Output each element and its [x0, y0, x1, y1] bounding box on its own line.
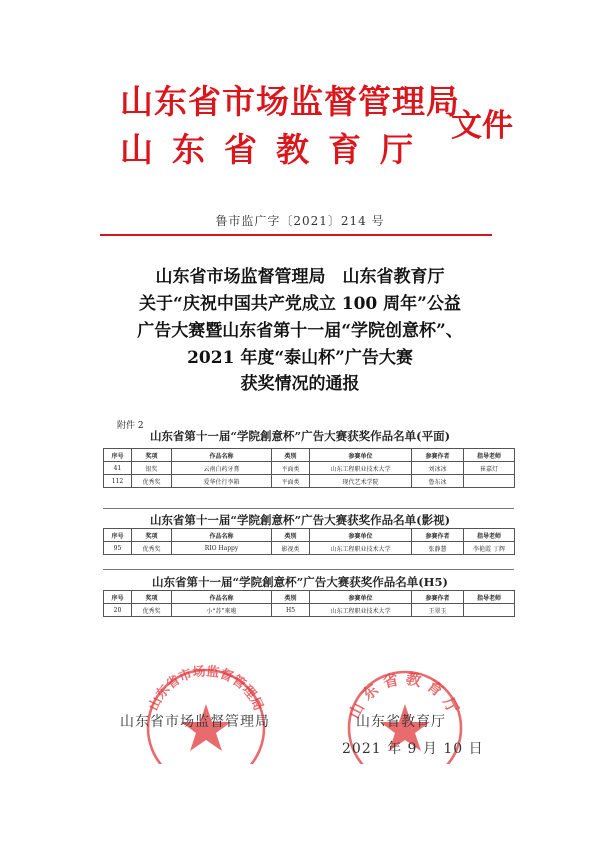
table-cell: 崔嘉灯 [464, 462, 515, 475]
issue-date: 2021 年 9 月 10 日 [342, 741, 484, 757]
header-cell: 参赛单位 [310, 449, 412, 462]
table-title-print: 山东省第十一届“学院創意杯”广告大赛获奖作品名单(平面) [149, 429, 451, 443]
table-cell [464, 604, 515, 617]
header-cell: 参赛作者 [412, 529, 464, 542]
table-cell: 山东工程职业技术大学 [310, 462, 412, 475]
table-cell: 张静慧 [412, 542, 464, 555]
award-table-h5 [103, 590, 515, 617]
table-cell [464, 475, 515, 488]
header-cell: 奖项 [132, 591, 172, 604]
document-number: 鲁市监广字〔2021〕214 号 [215, 214, 385, 228]
header-cell: 类别 [272, 449, 310, 462]
table-cell: RIO Happy [172, 542, 272, 555]
table-cell: 优秀奖 [132, 542, 172, 555]
header-cell: 指导老师 [464, 591, 515, 604]
annex-label: 附件 2 [117, 421, 144, 431]
table-cell: 优秀奖 [132, 604, 172, 617]
table-header-row [104, 591, 515, 604]
table-cell: 云南白药牙膏 [172, 462, 272, 475]
header-cell: 参赛单位 [310, 591, 412, 604]
table-cell: H5 [272, 604, 310, 617]
table-row [104, 542, 515, 555]
table-cell: 优秀奖 [132, 475, 172, 488]
table-cell: 平面类 [272, 462, 310, 475]
header-cell: 类别 [272, 591, 310, 604]
table-header-row [104, 529, 515, 542]
table-cell: 小“苏”來啦 [172, 604, 272, 617]
table-cell: 112 [104, 475, 132, 488]
table-cell: 山东工程职业技术大学 [310, 604, 412, 617]
seal-market-supervision [128, 652, 284, 764]
table-cell: 山东工程职业技术大学 [310, 542, 412, 555]
table-cell: 王翠玉 [412, 604, 464, 617]
section-divider [103, 508, 514, 509]
document-type-label: 文件 [451, 108, 513, 144]
table-row [104, 475, 515, 488]
title-line-2: 关于“庆祝中国共产党成立 100 周年”公益 [139, 294, 461, 314]
header-cell: 序号 [104, 529, 132, 542]
table-cell: 爱华仕行李箱 [172, 475, 272, 488]
table-cell: 刘冰冰 [412, 462, 464, 475]
title-line-4: 2021 年度“泰山杯”广告大赛 [187, 348, 413, 368]
table-cell: 95 [104, 542, 132, 555]
seal-text: 山东省教育厅 [345, 669, 465, 722]
header-cell: 奖项 [132, 449, 172, 462]
table-row [104, 604, 515, 617]
section-divider [103, 569, 514, 570]
title-line-3: 广告大赛暨山东省第十一届“学院创意杯”、 [137, 321, 463, 341]
header-divider [100, 234, 492, 236]
table-header-row [104, 449, 515, 462]
header-cell: 作品名称 [172, 449, 272, 462]
table-cell: 20 [104, 604, 132, 617]
signature-org-1: 山东省市场监督管理局 [120, 714, 270, 730]
issuer-line-2: 山东省教育厅 [120, 130, 432, 169]
header-cell: 指导老师 [464, 449, 515, 462]
table-cell: 41 [104, 462, 132, 475]
award-table-print [103, 448, 515, 488]
table-cell: 现代艺术学院 [310, 475, 412, 488]
table-row [104, 462, 515, 475]
signature-org-2: 山东省教育厅 [356, 714, 446, 730]
header-cell: 作品名称 [172, 591, 272, 604]
issuer-line-1: 山东省市场监督管理局 [120, 82, 460, 121]
header-cell: 类别 [272, 529, 310, 542]
table-cell: 鲁东冰 [412, 475, 464, 488]
title-line-1: 山东省市场监督管理局 山东省教育厅 [155, 267, 445, 287]
header-cell: 奖项 [132, 529, 172, 542]
header-cell: 序号 [104, 449, 132, 462]
header-cell: 参赛作者 [412, 449, 464, 462]
table-cell: 银奖 [132, 462, 172, 475]
header-cell: 参赛单位 [310, 529, 412, 542]
title-line-5: 获奖情况的通报 [240, 374, 360, 394]
table-cell: 李艳霞 丁辉 [464, 542, 515, 555]
table-cell: 影视类 [272, 542, 310, 555]
header-cell: 参赛作者 [412, 591, 464, 604]
seal-text: 山东省市场监督管理局 [146, 664, 266, 714]
table-cell: 平面类 [272, 475, 310, 488]
table-title-video: 山东省第十一届“学院創意杯”广告大赛获奖作品名单(影视) [149, 513, 451, 527]
table-title-h5: 山东省第十一届“学院創意杯”广告大赛获奖作品名单(H5) [152, 575, 448, 589]
header-cell: 指导老师 [464, 529, 515, 542]
award-table-video [103, 528, 515, 555]
header-cell: 作品名称 [172, 529, 272, 542]
header-cell: 序号 [104, 591, 132, 604]
